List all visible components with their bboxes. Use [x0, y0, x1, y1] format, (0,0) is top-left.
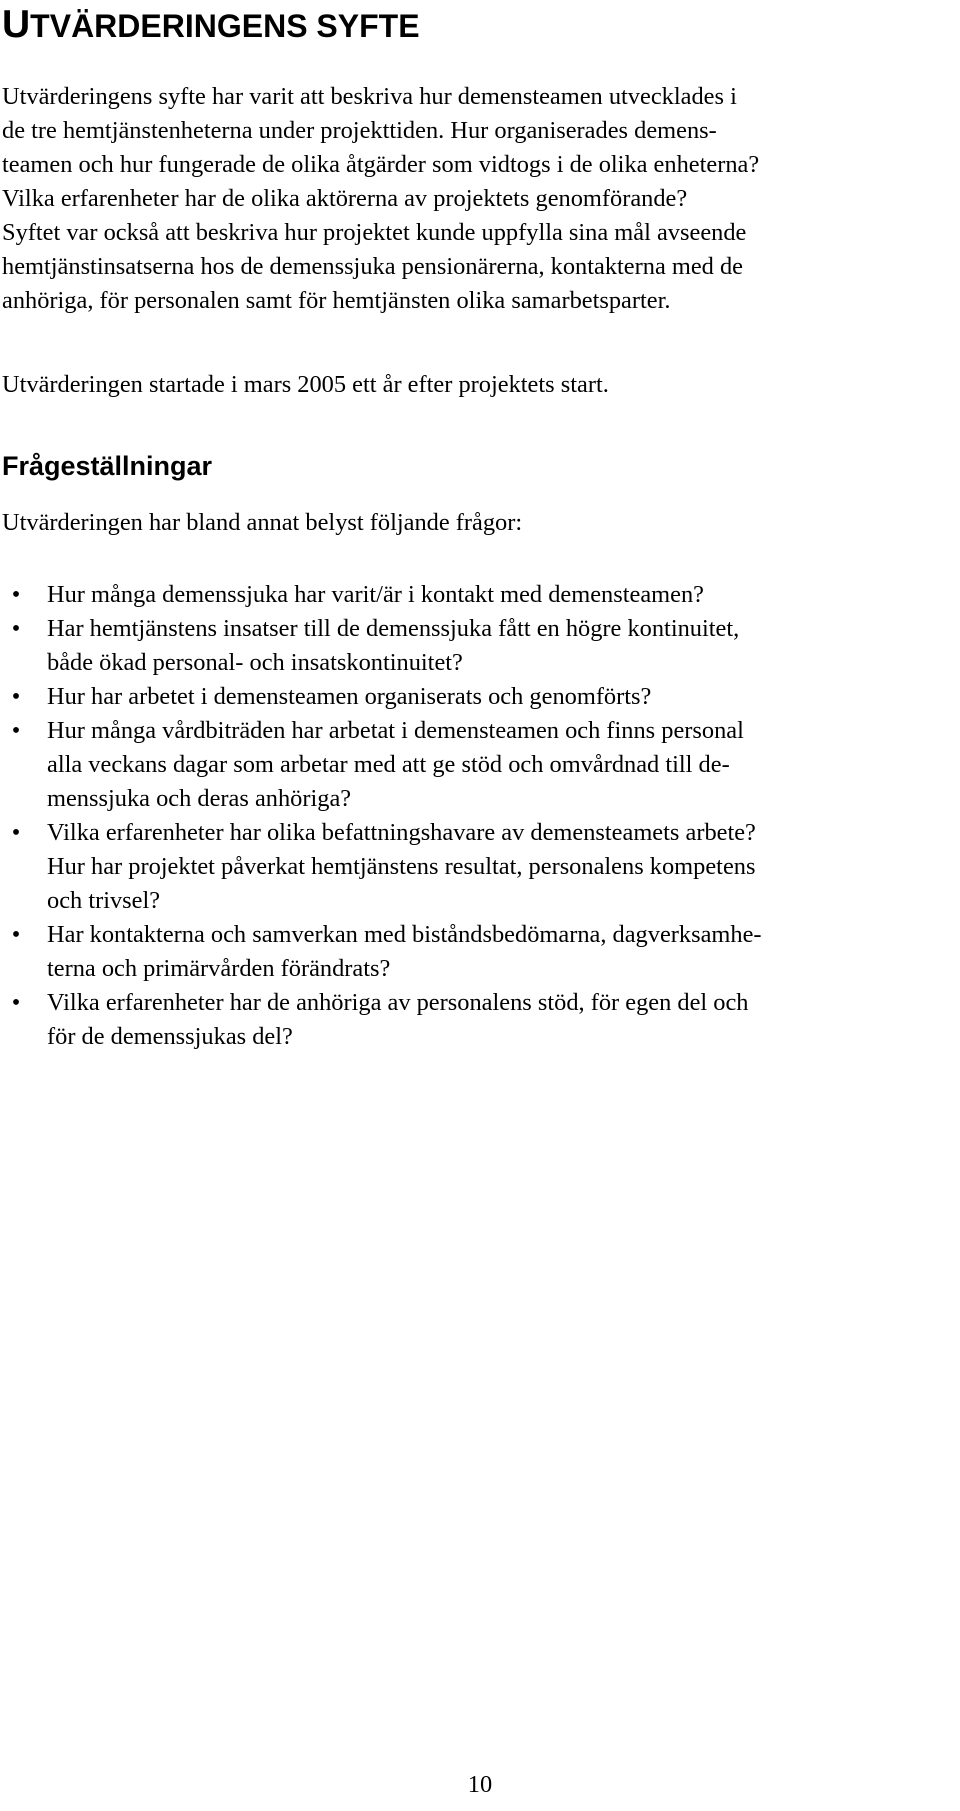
question-line: Hur har arbetet i demensteamen organiserats och genomförts? — [47, 683, 652, 710]
question-item — [0, 816, 960, 918]
section-heading: Frågeställningar — [2, 451, 213, 481]
question-item — [0, 680, 960, 714]
question-line: både ökad personal- och insatskontinuitet? — [47, 649, 463, 676]
page-number: 10 — [467, 1771, 493, 1798]
bullet-icon: • — [11, 581, 21, 608]
question-line: Hur många demenssjuka har varit/är i kontakt med demensteamen? — [47, 581, 704, 608]
question-line: Vilka erfarenheter har de anhöriga av personalens stöd, för egen del och — [47, 989, 749, 1016]
bullet-icon: • — [11, 717, 21, 744]
question-line: för de demenssjukas del? — [47, 1023, 293, 1050]
question-line: Har kontakterna och samverkan med biståndsbedömarna, dagverksamhe- — [47, 921, 762, 948]
question-line: alla veckans dagar som arbetar med att ge stöd och omvårdnad till de- — [47, 751, 730, 778]
paragraph-line: de tre hemtjänstenheterna under projekttiden. Hur organiserades demens- — [2, 117, 717, 144]
start-date-paragraph: Utvärderingen startade i mars 2005 ett år efter projektets start. — [2, 371, 609, 398]
question-item — [0, 714, 960, 816]
purpose-paragraph — [2, 80, 942, 318]
bullet-icon: • — [11, 615, 21, 642]
question-item — [0, 578, 960, 612]
question-line: Hur har projektet påverkat hemtjänstens resultat, personalens kompetens — [47, 853, 756, 880]
question-item — [0, 612, 960, 680]
questions-list — [0, 578, 960, 1054]
question-item — [0, 918, 960, 986]
question-line: menssjuka och deras anhöriga? — [47, 785, 352, 812]
questions-intro: Utvärderingen har bland annat belyst följande frågor: — [2, 509, 523, 536]
paragraph-line: teamen och hur fungerade de olika åtgärder som vidtogs i de olika enheterna? — [2, 151, 760, 178]
bullet-icon: • — [11, 819, 21, 846]
question-item — [0, 986, 960, 1054]
page-title-rest: TVÄRDERINGENS SYFTE — [30, 8, 420, 44]
paragraph-line: anhöriga, för personalen samt för hemtjänsten olika samarbetsparter. — [2, 287, 671, 314]
paragraph-line: hemtjänstinsatserna hos de demenssjuka pensionärerna, kontakterna med de — [2, 253, 743, 280]
bullet-icon: • — [11, 683, 21, 710]
bullet-icon: • — [11, 921, 21, 948]
question-line: Hur många vårdbiträden har arbetat i demensteamen och finns personal — [47, 717, 744, 744]
page-title-initial: U — [2, 3, 31, 46]
question-line: Har hemtjänstens insatser till de demenssjuka fått en högre kontinuitet, — [47, 615, 740, 642]
page-title — [2, 2, 420, 49]
paragraph-line: Syftet var också att beskriva hur projektet kunde uppfylla sina mål avseende — [2, 219, 747, 246]
paragraph-line: Vilka erfarenheter har de olika aktörerna av projektets genomförande? — [2, 185, 688, 212]
question-line: terna och primärvården förändrats? — [47, 955, 391, 982]
question-line: Vilka erfarenheter har olika befattningshavare av demensteamets arbete? — [47, 819, 756, 846]
paragraph-line: Utvärderingens syfte har varit att beskriva hur demensteamen utvecklades i — [2, 83, 737, 110]
bullet-icon: • — [11, 989, 21, 1016]
question-line: och trivsel? — [47, 887, 161, 914]
